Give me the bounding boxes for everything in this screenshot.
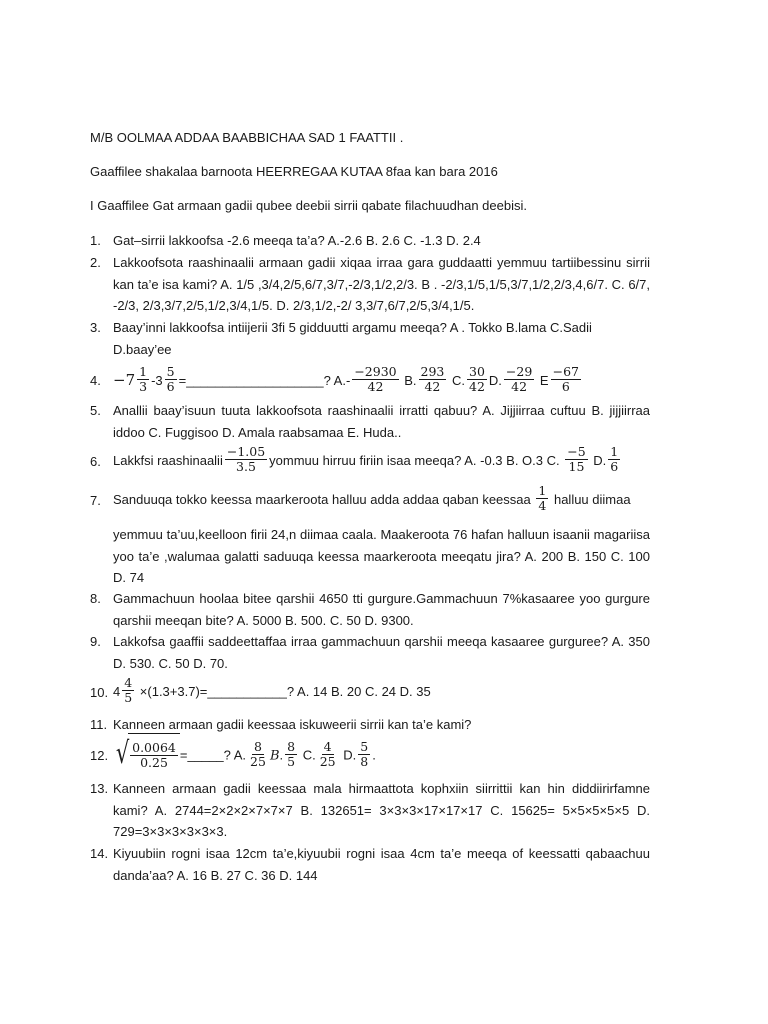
question-text: Kanneen armaan gadii keessaa mala hirmaattota kophxiin siirrittii kan hin diddiirirfamne kami? A. 2744=2×2×2×7×7×7 B. 132651= 3×3×3×17×17×17 C. 15625= 5×5×5×5×5 D. 729=3×3×3×3×3×3. xyxy=(113,781,650,839)
option-d-fraction: $\frac{-29}{42}$ xyxy=(505,364,533,395)
school-title: M/B OOLMAA ADDAA BAABBICHAA SAD 1 FAATTII . xyxy=(90,130,404,145)
question-text-continued: yemmuu ta’uu,keelloon firii 24,n diimaa caala. Maakeroota 76 hafan halluun isaanii magariisa yoo ta’e ,walumaa galatti saduuqa keessa maarkeroota meeqatu jira? A. 200 B. 150 C. 100 D. 74 xyxy=(113,527,650,585)
question-number: 2. xyxy=(90,255,101,270)
question-5 xyxy=(90,400,650,443)
question-text: Lakkofsa gaaffii saddeettaffaa irraa gammachuun qarshii meeqa kasaaree gurguree? A. 350 D. 530. C. 50 D. 70. xyxy=(113,634,650,671)
fraction: $\frac{1}{4}$ xyxy=(538,483,547,514)
question-7 xyxy=(90,482,650,589)
question-text: √ $\frac{0.0064}{0.25}$ =_____? A. $\frac{8}{25}$ B. $\frac{8}{5}$ C. $\frac{4}{25}$ D. $\frac{5}{8}$ . xyxy=(113,735,650,777)
question-12 xyxy=(90,735,650,777)
question-text: 4 $\frac{4}{5}$ ×(1.3+3.7)=___________? A. 14 B. 20 C. 24 D. 35 xyxy=(113,675,431,706)
question-number: 9. xyxy=(90,634,101,649)
question-14 xyxy=(90,843,650,886)
whole-number: −7 xyxy=(113,371,136,389)
question-number: 3. xyxy=(90,320,101,335)
question-3 xyxy=(90,317,650,360)
question-9 xyxy=(90,631,650,674)
option-c-fraction: $\frac{30}{42}$ xyxy=(469,364,485,395)
question-4 xyxy=(90,362,650,399)
question-text: Kanneen armaan gadii keessaa iskuweerii sirrii kan ta’e kami? xyxy=(113,717,472,732)
option-a-fraction: $\frac{-2930}{42}$ xyxy=(354,364,397,395)
question-number: 11. xyxy=(90,717,108,732)
question-number: 5. xyxy=(90,403,101,418)
option-d-fraction: $\frac{5}{8}$ xyxy=(360,738,369,769)
question-13 xyxy=(90,778,650,843)
question-text: Sanduuqa tokko keessa maarkeroota halluu adda addaa qaban keessaa $\frac{1}{4}$ halluu diimaa xyxy=(113,483,631,514)
question-number: 10. xyxy=(90,685,109,700)
option-c-fraction: $\frac{4}{25}$ xyxy=(319,738,336,769)
exam-subtitle: Gaaffilee shakalaa barnoota HEERREGAA KUTAA 8faa kan bara 2016 xyxy=(90,164,498,179)
question-number: 12. xyxy=(90,748,109,763)
question-number: 7. xyxy=(90,493,101,508)
question-number: 1. xyxy=(90,233,101,248)
square-root: √ $\frac{0.0064}{0.25}$ xyxy=(113,733,180,775)
question-2 xyxy=(90,252,650,317)
fraction: $\frac{1}{3}$ xyxy=(139,364,148,395)
option-d-fraction: $\frac{1}{6}$ xyxy=(610,444,619,475)
question-text: Kiyuubiin rogni isaa 12cm ta’e,kiyuubii rogni isaa 4cm ta’e meeqa of keessatti qabaachuu danda’aa? A. 16 B. 27 C. 36 D. 144 xyxy=(113,846,650,883)
fraction: $\frac{-1.05}{3.5}$ xyxy=(226,444,266,475)
question-text: Lakkoofsota raashinaalii armaan gadii xiqaa irraa gara guddaatti yemmuu tartiibessinu sirrii kan ta’e isa kami? A. 1/5 ,3/4,2/5,6/7,3/7,-2/3,1/2,2/3. B . -2/3,1/5,1/5,3/7,1/2,2/3,4,6/7. C. 6/7, -2/3, 2/3,3/7,2/5,1/2,3/4,1/5. D. 2/3,1/2,-2/ 3,3/7,6/7,2/5,3/4,1/5. xyxy=(113,255,650,313)
question-text: Gammachuun hoolaa bitee qarshii 4650 tti gurgure.Gammachuun 7%kasaaree yoo gurgure qarshii meeqan bite? A. 5000 B. 500. C. 50 D. 9300. xyxy=(113,591,650,628)
option-a-fraction: $\frac{8}{25}$ xyxy=(250,738,266,769)
option-b-fraction: $\frac{8}{5}$ xyxy=(287,738,296,769)
answer-blank: ___________________ xyxy=(186,373,324,388)
question-number: 6. xyxy=(90,454,101,469)
question-number: 14. xyxy=(90,846,109,861)
fraction: $\frac{4}{5}$ xyxy=(124,675,133,706)
question-1 xyxy=(90,230,650,252)
option-b-fraction: $\frac{293}{42}$ xyxy=(420,364,445,395)
question-number: 8. xyxy=(90,591,101,606)
question-text: −7 $\frac{1}{3}$ -3 $\frac{5}{6}$ =___________________? A.- $\frac{-2930}{42}$ B. $\frac{293}{42}$ C. $\frac{30}{42}$ D. $\frac{-29}{42}$ E $\frac{-67}{6}$ xyxy=(113,364,579,395)
question-number: 13. xyxy=(90,781,109,796)
option-c-fraction: $\frac{-5}{15}$ xyxy=(567,444,586,475)
question-8 xyxy=(90,588,650,631)
fraction: $\frac{0.0064}{0.25}$ xyxy=(132,740,176,771)
question-6 xyxy=(90,443,650,479)
option-e-fraction: $\frac{-67}{6}$ xyxy=(552,364,579,395)
question-text: Anallii baay’isuun tuuta lakkoofsota raashinaalii irratti qabuu? A. Jijjiirraa cuftuu B. jijjiirraa iddoo C. Fuggisoo D. Amala raabsamaa E. Huda.. xyxy=(113,403,650,440)
fraction: $\frac{5}{6}$ xyxy=(166,364,175,395)
question-10 xyxy=(90,674,650,710)
question-text: Gat–sirrii lakkoofsa -2.6 meeqa ta’a? A.-2.6 B. 2.6 C. -1.3 D. 2.4 xyxy=(113,233,481,248)
instructions: I Gaaffilee Gat armaan gadii qubee deebii sirrii qabate filachuudhan deebisi. xyxy=(90,198,527,213)
question-text: Lakkfsi raashinaalii $\frac{-1.05}{3.5}$ yommuu hirruu firiin isaa meeqa? A. -0.3 B. O.3 C. $\frac{-5}{15}$ D. $\frac{1}{6}$ xyxy=(113,444,619,475)
question-text: Baay’inni lakkoofsa intiijerii 3fi 5 gidduutti argamu meeqa? A . Tokko B.lama C.Sadii D.baay’ee xyxy=(113,320,592,357)
question-number: 4. xyxy=(90,373,101,388)
